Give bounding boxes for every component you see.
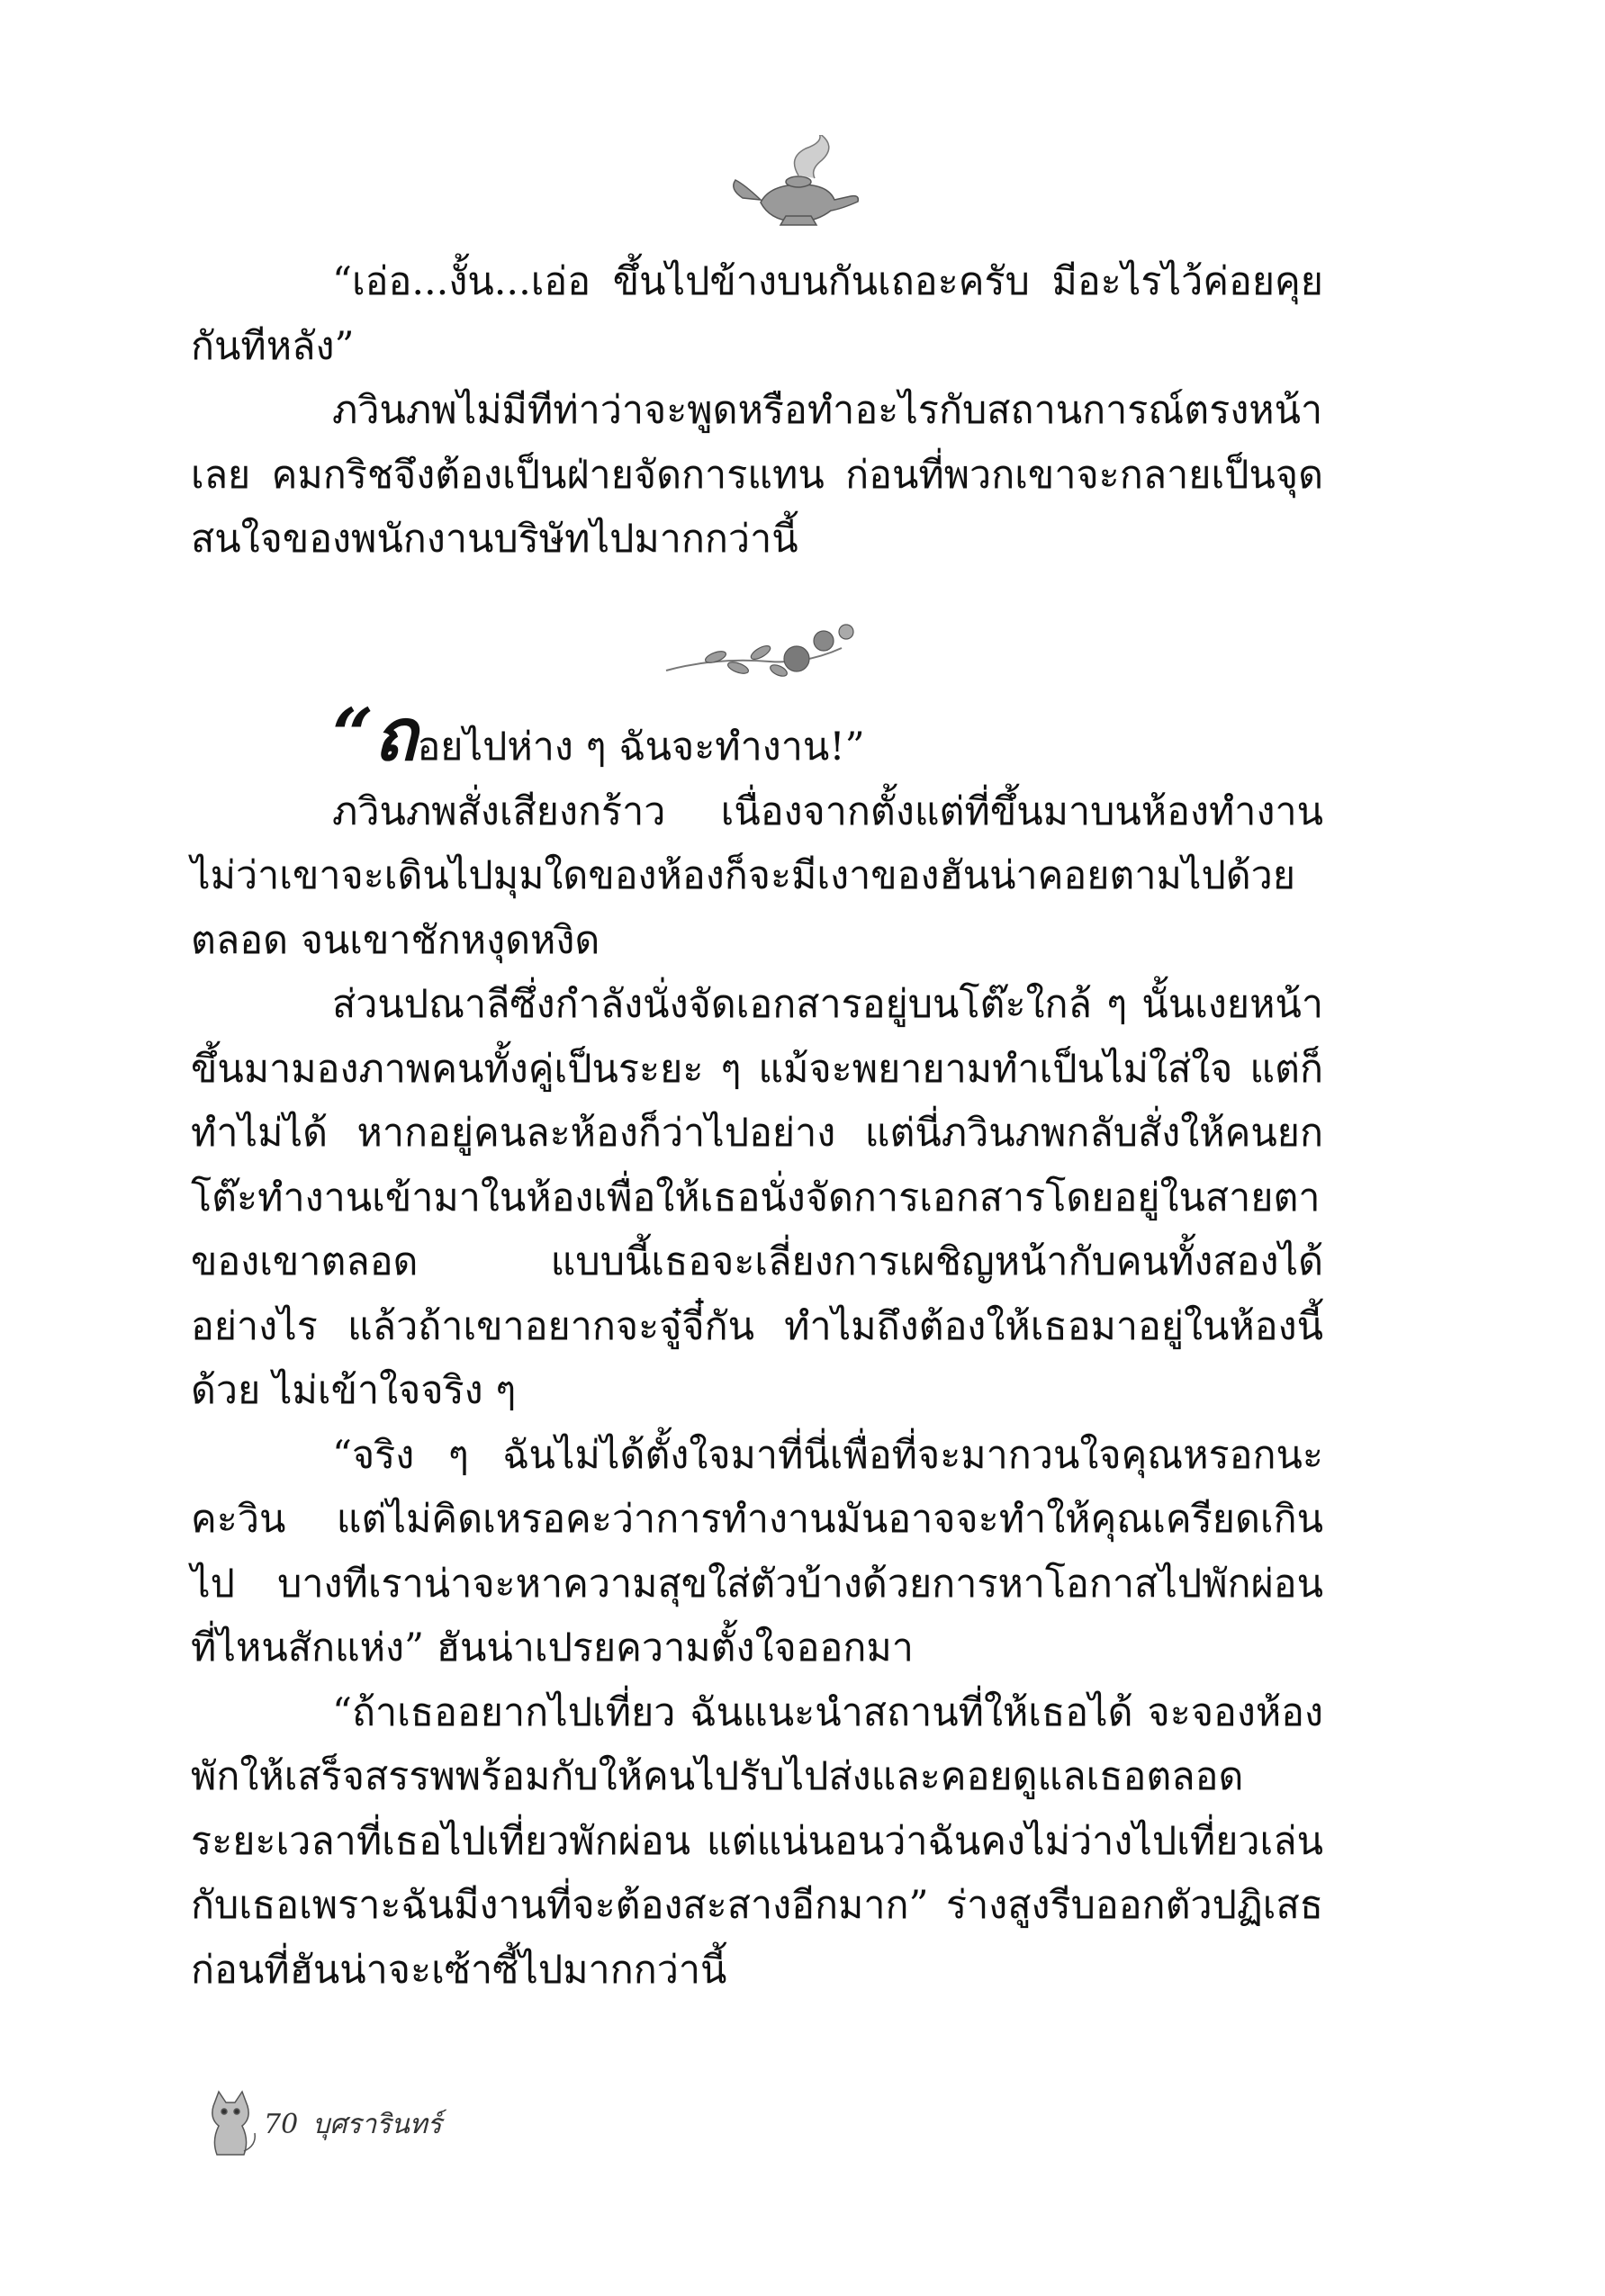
opening-line-text: อยไปห่าง ๆ ฉันจะทำงาน!” (417, 725, 865, 770)
cat-icon (203, 2088, 258, 2160)
page-footer (203, 2088, 442, 2160)
genie-lamp-icon (716, 135, 878, 234)
paragraph: ภวินภพไม่มีทีท่าว่าจะพูดหรือทำอะไรกับสถานการณ์ตรงหน้าเลย คมกริชจึงต้องเป็นฝ่ายจัดการแทน ก่อนที่พวกเขาจะกลายเป็นจุดสนใจของพนักงานบริษัทไปมากกว่านี้ (191, 388, 1323, 562)
paragraph: ภวินภพสั่งเสียงกร้าว เนื่องจากตั้งแต่ที่ขึ้นมาบนห้องทำงานไม่ว่าเขาจะเดินไปมุมใดของห้องก็จะมีเงาของฮันน่าคอยตามไปด้วยตลอด จนเขาชักหงุดหงิด (191, 788, 1323, 963)
dropcap: “ถ (332, 692, 418, 777)
paragraph: “เอ่อ...งั้น...เอ่อ ขึ้นไปข้างบนกันเถอะครับ มีอะไรไว้ค่อยคุยกันทีหลัง” (191, 259, 1323, 369)
paragraph: “จริง ๆ ฉันไม่ได้ตั้งใจมาที่นี่เพื่อที่จะมากวนใจคุณหรอกนะคะวิน แต่ไม่คิดเหรอคะว่าการทำงานมันอาจจะทำให้คุณเครียดเกินไป บางทีเราน่าจะหาความสุขใส่ตัวบ้างด้วยการหาโอกาสไปพักผ่อนที่ไหนสักแห่ง” ฮันน่าเปรยความตั้งใจออกมา (191, 1432, 1323, 1670)
paragraph: ส่วนปณาลีซึ่งกำลังนั่งจัดเอกสารอยู่บนโต๊ะใกล้ ๆ นั้นเงยหน้าขึ้นมามองภาพคนทั้งคู่เป็นระยะ ๆ แม้จะพยายามทำเป็นไม่ใส่ใจ แต่ก็ทำไม่ได้ หากอยู่คนละห้องก็ว่าไปอย่าง แต่นี่ภวินภพกลับสั่งให้คนยกโต๊ะทำงานเข้ามาในห้องเพื่อให้เธอนั่งจัดการเอกสารโดยอยู่ในสายตาของเขาตลอด แบบนี้เธอจะเลี่ยงการเผชิญหน้ากับคนทั้งสองได้อย่างไร แล้วถ้าเขาอยากจะจู๋จี๋กัน ทำไมถึงต้องให้เธอมาอยู่ในห้องนี้ด้วย ไม่เข้าใจจริง ๆ (191, 982, 1323, 1413)
page-number: 70 (264, 2108, 299, 2140)
section-1 (191, 250, 1323, 572)
paragraph: “ถ้าเธออยากไปเที่ยว ฉันแนะนำสถานที่ให้เธอได้ จะจองห้องพักให้เสร็จสรรพพร้อมกับให้คนไปรับไปส่งและคอยดูแลเธอตลอดระยะเวลาที่เธอไปเที่ยวพักผ่อน แต่แน่นอนว่าฉันคงไม่ว่างไปเที่ยวเล่นกับเธอเพราะฉันมีงานที่จะต้องสะสางอีกมาก” ร่างสูงรีบออกตัวปฏิเสธ ก่อนที่ฮันน่าจะเซ้าซี้ไปมากกว่านี้ (191, 1689, 1323, 1993)
section-2 (191, 692, 1323, 2003)
opening-line (191, 692, 1323, 780)
flower-divider-icon (662, 621, 869, 693)
author-name: บุศรารินทร์ (312, 2108, 442, 2140)
